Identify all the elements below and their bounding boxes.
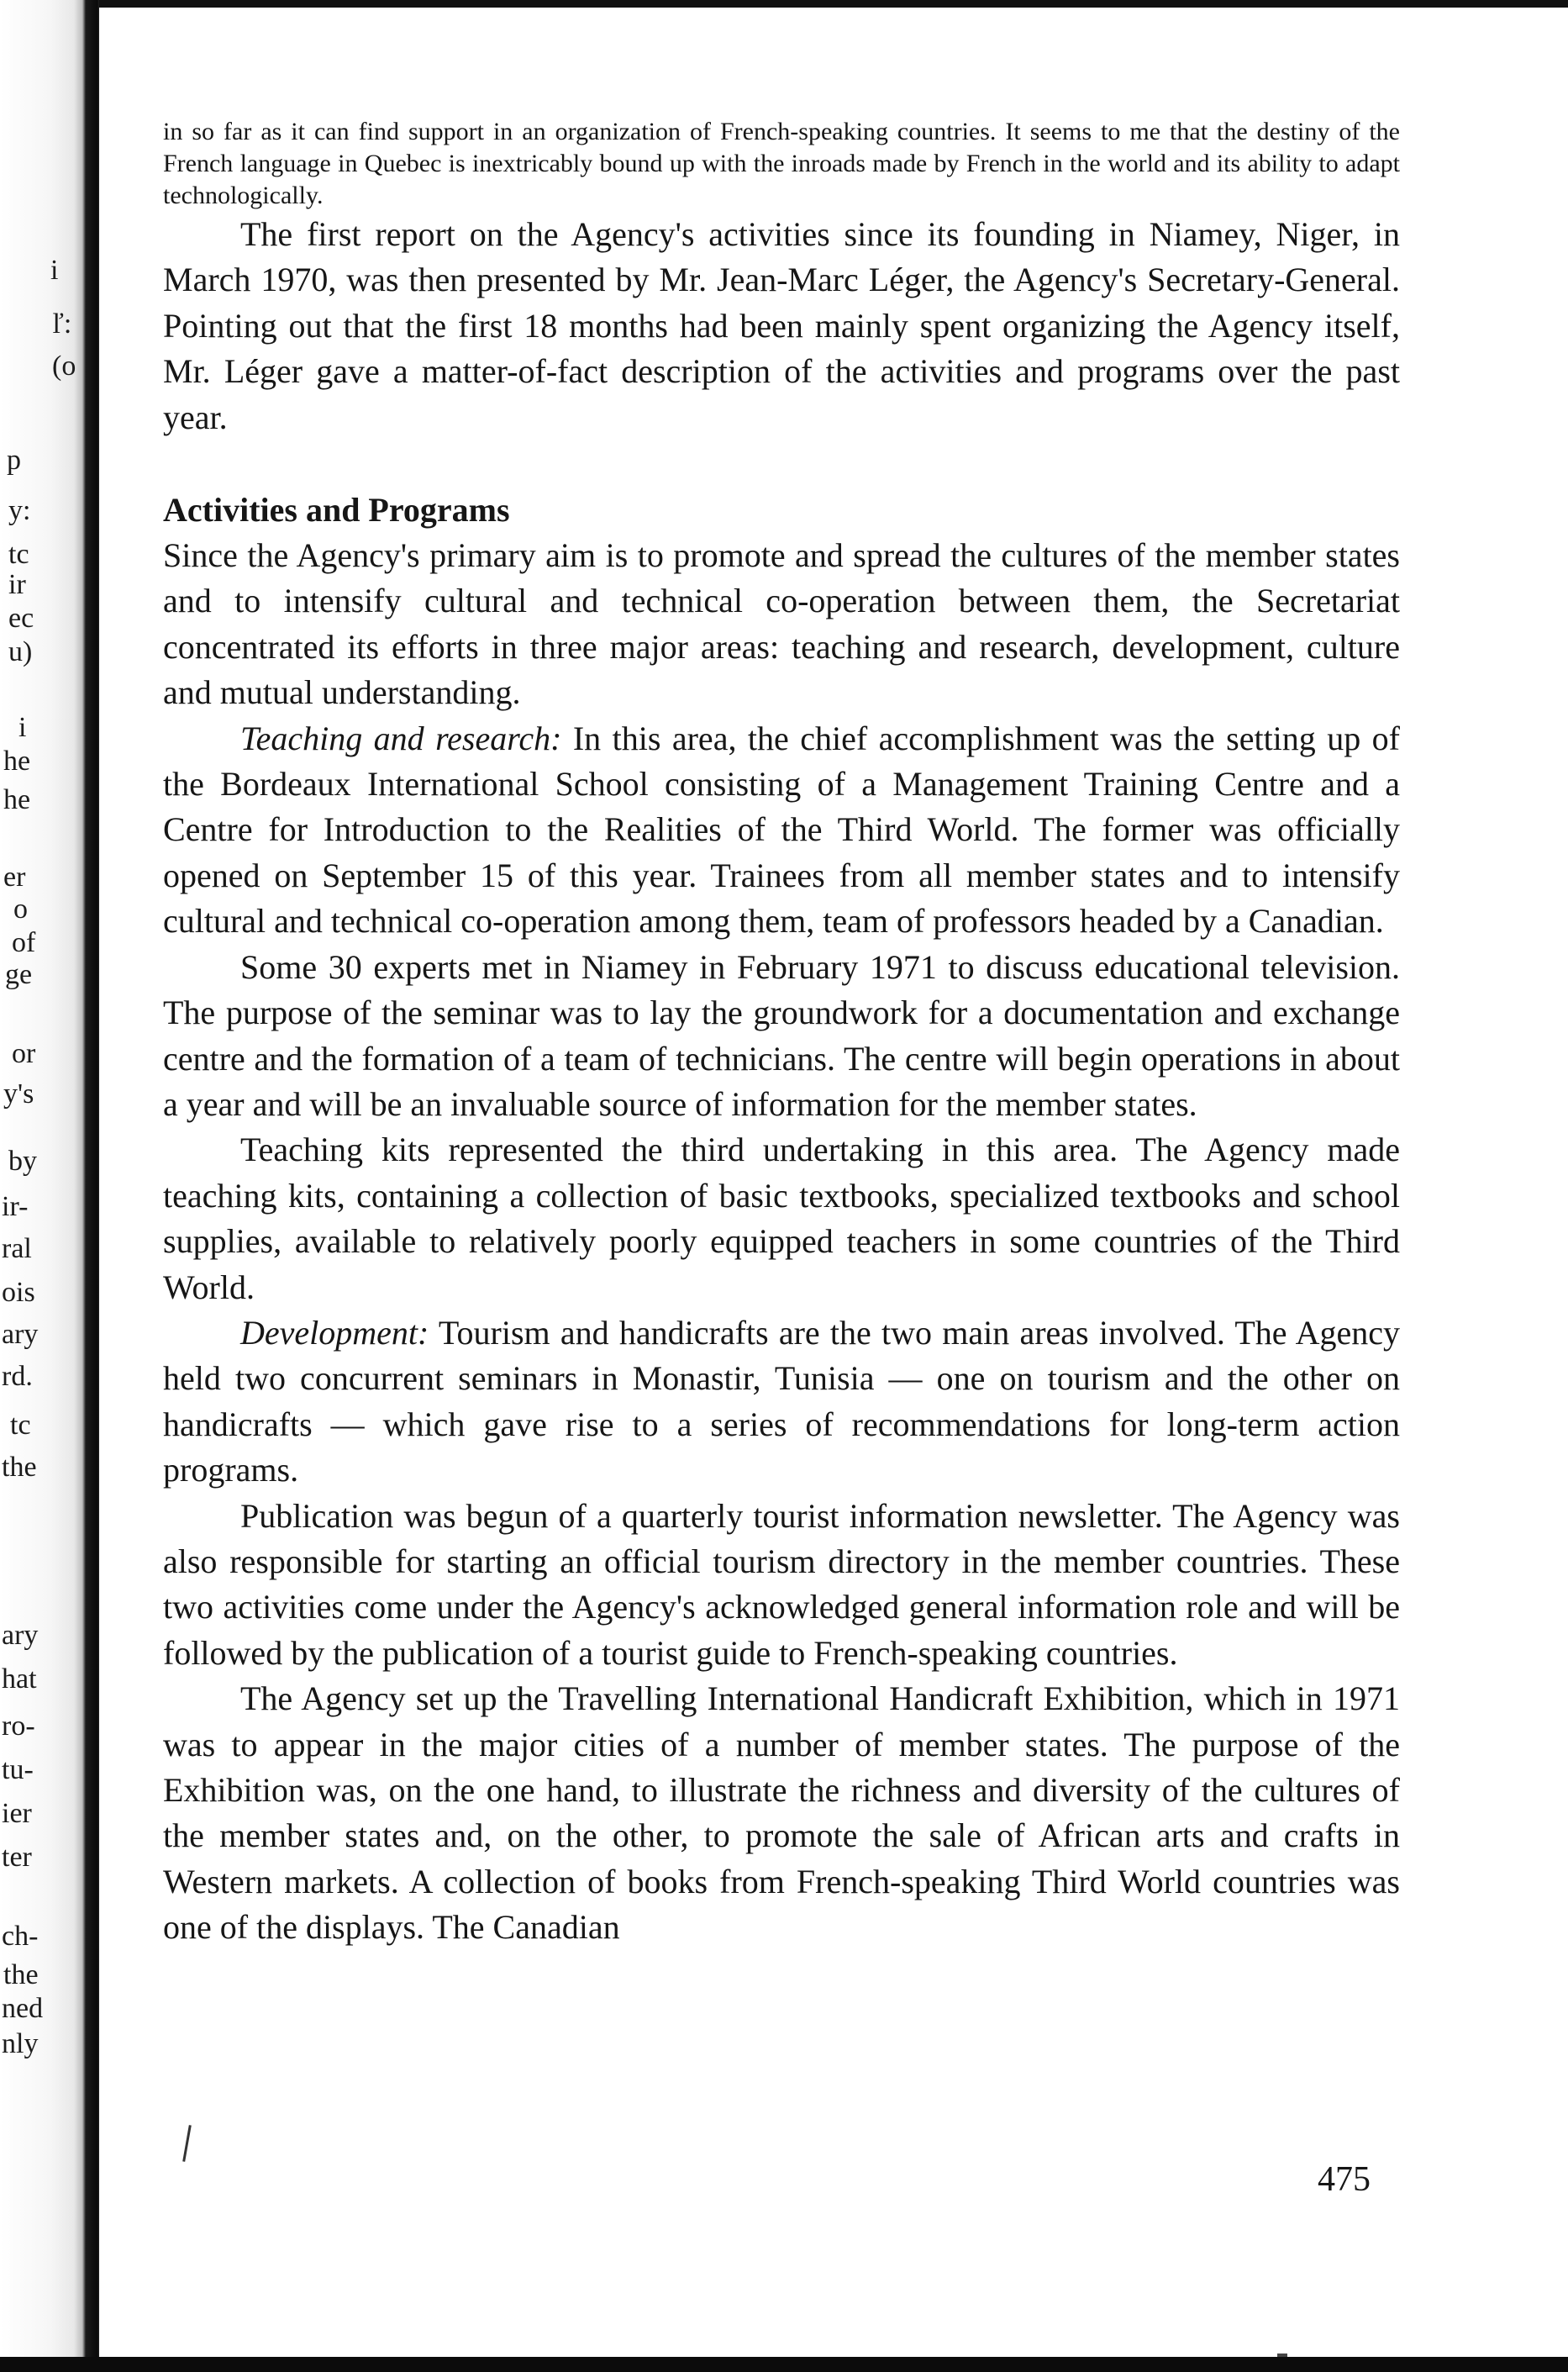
stray-pen-mark (182, 2125, 192, 2162)
gutter-fragment: ary (2, 1620, 39, 1651)
paragraph-teaching-research (163, 716, 1400, 945)
gutter-fragment: er (3, 862, 26, 893)
paragraph-exhibition: The Agency set up the Travelling International Handicraft Exhibition, which in 1971 was to appear in the major cities of a number of member states. The purpose of the Exhibition was, on the one hand, to illustrate the richness and diversity of the cultures of the member states and, on the other, to promote the sale of African arts and crafts in Western markets. A collection of books from French-speaking Third World countries was one of the displays. The Canadian (163, 1679, 1400, 1947)
gutter-fragment: he (3, 784, 31, 815)
gutter-fragment: ral (2, 1233, 32, 1264)
gutter-fragment: hat (2, 1663, 37, 1695)
gutter-fragment: y: (8, 495, 31, 526)
gutter-fragment: nly (2, 2028, 39, 2059)
paragraph-experts: Some 30 experts met in Niamey in February 1971 to discuss educational television. The purpose of the seminar was to lay the groundwork for a documentation and exchange centre and the formation of a team of technicians. The centre will begin operations in about a year and will be an invaluable source of information for the member states. (163, 947, 1400, 1123)
paragraph-development (163, 1310, 1400, 1494)
gutter-fragment: by (8, 1146, 37, 1177)
gutter-fragment: ir (8, 569, 26, 600)
paragraph-teaching-kits: Teaching kits represented the third undertaking in this area. The Agency made teaching kits, containing a collection of basic textbooks, specialized textbooks and school supplies, available to relatively poorly equipped teachers in some countries of the Third World. (163, 1131, 1400, 1306)
gutter-fragment: of (12, 927, 36, 958)
gutter-fragment: ary (2, 1319, 39, 1350)
gutter-fragment: ľ: (52, 308, 72, 340)
section-heading: Activities and Programs (163, 491, 510, 530)
gutter-fragment: u) (8, 636, 33, 667)
gutter-fragment: he (3, 746, 31, 777)
gutter-fragment: ter (2, 1842, 32, 1873)
teaching-research-body: In this area, the chief accomplishment was the setting up of the Bordeaux International School consisting of a Management Training Centre and a Centre for Introduction to the Realities of the Third World. The former was officially opened on September 15 of this year. Trainees from all member states and to intensify cultural and technical co-operation among them, team of professors headed by a Canadian. (163, 719, 1401, 941)
paragraph-publication: Publication was begun of a quarterly tourist information newsletter. The Agency was also responsible for starting an official tourism directory in the member countries. These two activities come under the Agency's acknowledged general information role and will be followed by the publication of a tourist guide to French-speaking countries. (163, 1496, 1400, 1672)
paragraph-primary-aim: Since the Agency's primary aim is to promote and spread the cultures of the member states and to intensify cultural and technical co-operation between them, the Secretariat concentrated its efforts in three major areas: teaching and research, development, culture and mutual understanding. (163, 536, 1400, 712)
facing-page-fragments (0, 0, 81, 2372)
gutter-fragment: i (50, 255, 59, 286)
gutter-fragment: ir- (2, 1191, 29, 1222)
gutter-fragment: ier (2, 1798, 32, 1829)
page-number: 475 (1318, 2160, 1371, 2199)
gutter-fragment: tc (8, 539, 29, 570)
gutter-fragment: p (7, 445, 21, 476)
gutter-fragment: ec (8, 603, 34, 634)
gutter-fragment: i (18, 712, 27, 743)
gutter-fragment: ge (5, 959, 33, 990)
scan-bottom-edge (0, 2357, 1568, 2372)
gutter-fragment: or (12, 1038, 36, 1069)
gutter-fragment: the (2, 1452, 37, 1483)
gutter-fragment: o (13, 893, 28, 925)
paragraph-first-report: The first report on the Agency's activities since its founding in Niamey, Niger, in March 1970, was then presented by Mr. Jean-Marc Léger, the Agency's Secretary-General. Pointing out that the first 18 months had been mainly spent organizing the Agency itself, Mr. Léger gave a matter-of-fact description of the activities and programs over the past year. (163, 215, 1400, 436)
gutter-fragment: ch- (2, 1921, 39, 1952)
gutter-fragment: rd. (2, 1361, 33, 1392)
gutter-fragment: the (3, 1959, 39, 1990)
page-body (163, 116, 1400, 1951)
teaching-research-lead: Teaching and research: (240, 719, 562, 757)
scan-top-edge (0, 0, 1568, 8)
gutter-fragment: tu- (2, 1754, 34, 1785)
gutter-fragment: (o (52, 351, 76, 382)
gutter-fragment: ro- (2, 1710, 35, 1742)
gutter-fragment: ois (2, 1277, 35, 1308)
gutter-fragment: ned (2, 1993, 44, 2024)
gutter-fragment: y's (3, 1078, 34, 1110)
development-body: Tourism and handicrafts are the two main areas involved. The Agency held two concurrent seminars in Monastir, Tunisia — one on tourism and the other on handicrafts — which gave rise to a series of recommendations for long-term action programs. (163, 1313, 1400, 1489)
development-lead: Development: (240, 1313, 429, 1352)
intro-paragraph: in so far as it can find support in an organization of French-speaking countries. It seems to me that the destiny of the French language in Quebec is inextricably bound up with the inroads made by French in the world and its ability to adapt technologically. (163, 118, 1400, 209)
gutter-fragment: tc (10, 1410, 31, 1441)
